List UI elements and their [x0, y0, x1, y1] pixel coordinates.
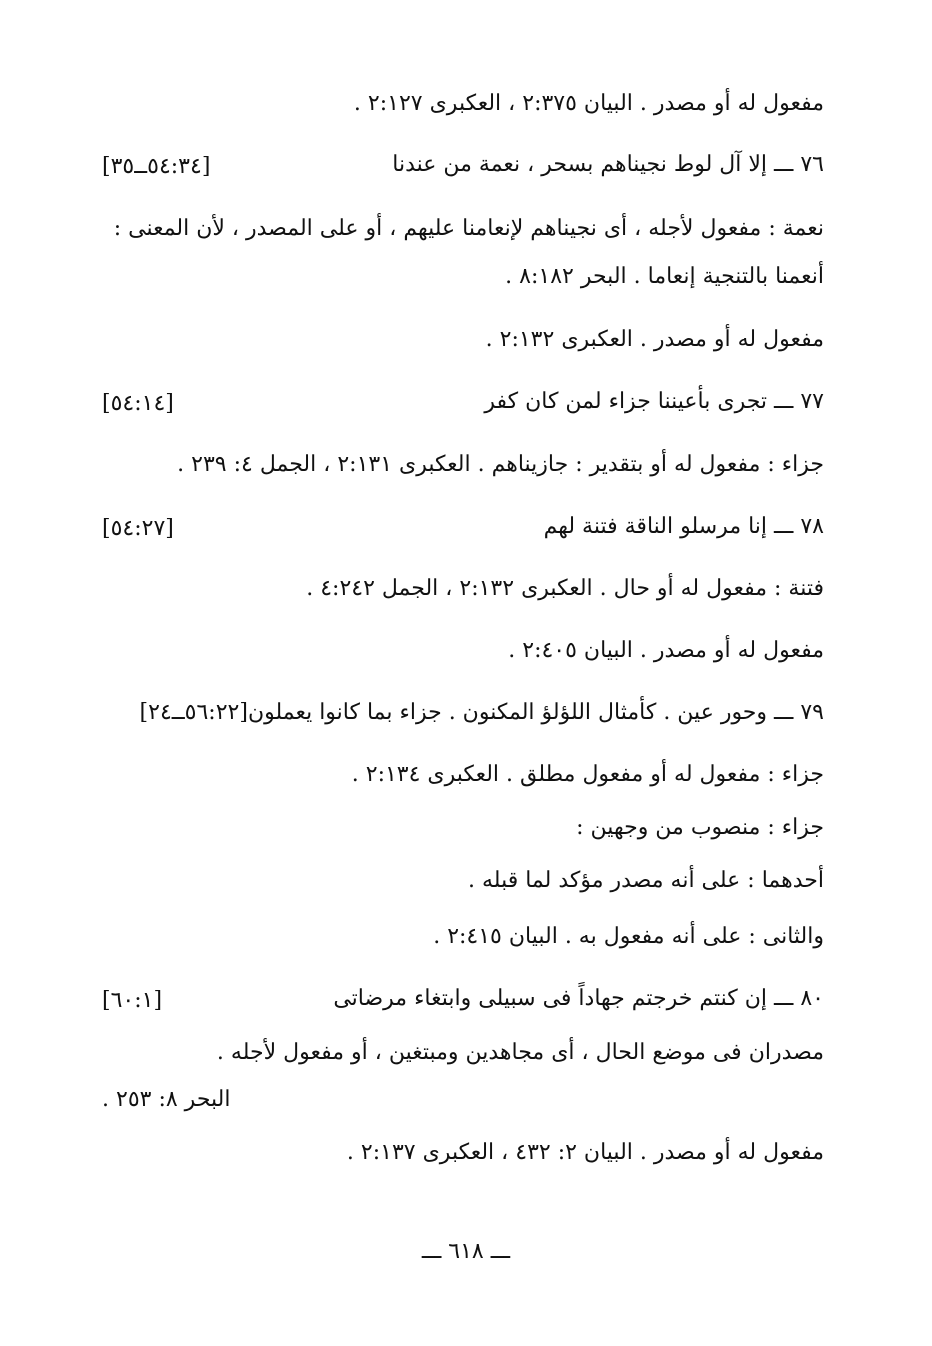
- text-line: مفعول له أو مصدر . البيان ٢:٤٠٥ .: [508, 638, 824, 663]
- text-line: جزاء : منصوب من وجهين :: [576, 815, 824, 840]
- text-line: أحدهما : على أنه مصدر مؤكد لما قبله .: [468, 868, 824, 893]
- text-line: والثانى : على أنه مفعول به . البيان ٢:٤١٥ .: [433, 924, 824, 949]
- verse-reference: [٥٤:٣٤ــ٣٥]: [102, 154, 211, 179]
- verse-line: ٨٠ ـــ إن كنتم خرجتم جهاداً فى سبيلى وابتغاء مرضاتى: [333, 986, 824, 1011]
- text-line: فتنة : مفعول له أو حال . العكبرى ٢:١٣٢ ، الجمل ٤:٢٤٢ .: [306, 576, 824, 601]
- verse-line: ٧٨ ـــ إنا مرسلو الناقة فتنة لهم: [543, 514, 824, 539]
- verse-reference: [٥٤:٢٧]: [102, 516, 174, 541]
- text-line: جزاء : مفعول له أو بتقدير : جازيناهم . العكبرى ٢:١٣١ ، الجمل ٤: ٢٣٩ .: [177, 452, 824, 477]
- verse-line: ٧٩ ـــ وحور عين . كأمثال اللؤلؤ المكنون . جزاء بما كانوا يعملون[٥٦:٢٢ــ٢٤]: [139, 700, 824, 725]
- verse-line: ٧٦ ـــ إلا آل لوط نجيناهم بسحر ، نعمة من عندنا: [392, 152, 824, 177]
- text-line: مفعول له أو مصدر . البيان ٢: ٤٣٢ ، العكبرى ٢:١٣٧ .: [346, 1140, 824, 1165]
- verse-reference: [٥٤:١٤]: [102, 391, 174, 416]
- text-line: نعمة : مفعول لأجله ، أى نجيناهم لإنعامنا عليهم ، أو على المصدر ، لأن المعنى :: [113, 216, 824, 241]
- text-line: مفعول له أو مصدر . العكبرى ٢:١٣٢ .: [485, 327, 824, 352]
- verse-reference: [٦٠:١]: [102, 988, 163, 1013]
- text-line: البحر ٨: ٢٥٣ .: [102, 1087, 231, 1112]
- verse-line: ٧٧ ـــ تجرى بأعيننا جزاء لمن كان كفر: [484, 389, 824, 414]
- text-line: مصدران فى موضع الحال ، أى مجاهدين ومبتغين ، أو مفعول لأجله .: [216, 1040, 824, 1065]
- text-line: أنعمنا بالتنجية إنعاما . البحر ٨:١٨٢ .: [505, 264, 824, 289]
- page-number: ـــ ٦١٨ ـــ: [421, 1239, 511, 1264]
- text-line: مفعول له أو مصدر . البيان ٢:٣٧٥ ، العكبرى ٢:١٢٧ .: [353, 91, 824, 116]
- text-line: جزاء : مفعول له أو مفعول مطلق . العكبرى ٢:١٣٤ .: [351, 762, 824, 787]
